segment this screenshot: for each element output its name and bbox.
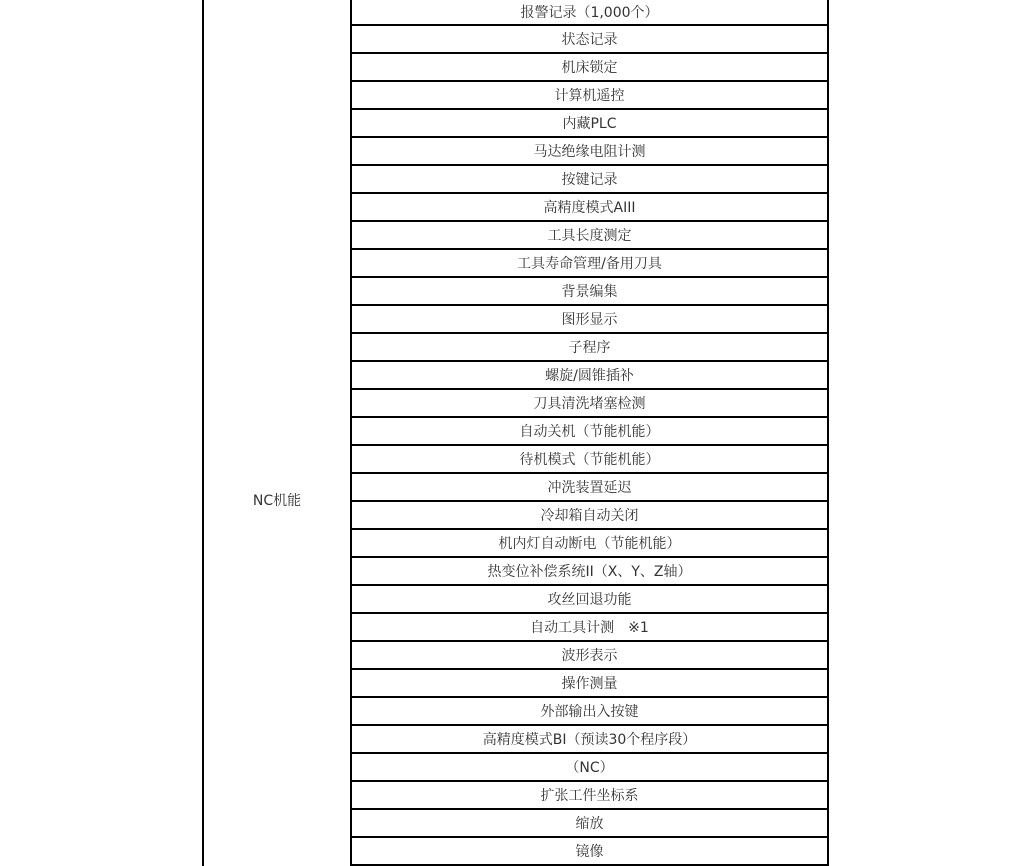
table-row: 操作测量 bbox=[352, 670, 827, 698]
table-row: 自动工具计测 ※1 bbox=[352, 614, 827, 642]
table-row: 螺旋/圆锥插补 bbox=[352, 362, 827, 390]
table-row: 状态记录 bbox=[352, 26, 827, 54]
table-row: 外部输出入按键 bbox=[352, 698, 827, 726]
category-cell: NC机能 bbox=[252, 493, 302, 509]
table-row: （NC） bbox=[352, 754, 827, 782]
table-row: 刀具清洗堵塞检测 bbox=[352, 390, 827, 418]
table-row: 待机模式（节能机能） bbox=[352, 446, 827, 474]
table-row: 马达绝缘电阻计测 bbox=[352, 138, 827, 166]
table-row: 冷却箱自动关闭 bbox=[352, 502, 827, 530]
table-row: 高精度模式AIII bbox=[352, 194, 827, 222]
table-row: 子程序 bbox=[352, 334, 827, 362]
feature-list bbox=[350, 0, 829, 866]
table-row: 背景编集 bbox=[352, 278, 827, 306]
table-row: 缩放 bbox=[352, 810, 827, 838]
table-row: 工具长度测定 bbox=[352, 222, 827, 250]
table-row: 波形表示 bbox=[352, 642, 827, 670]
table-row: 机床锁定 bbox=[352, 54, 827, 82]
table-row: 冲洗装置延迟 bbox=[352, 474, 827, 502]
table-left-border bbox=[202, 0, 204, 866]
table-row: 高精度模式BⅠ（预读30个程序段） bbox=[352, 726, 827, 754]
table-row: 报警记录（1,000个） bbox=[352, 0, 827, 26]
table-row: 图形显示 bbox=[352, 306, 827, 334]
table-row: 内藏PLC bbox=[352, 110, 827, 138]
table-row: 按键记录 bbox=[352, 166, 827, 194]
table-row: 热变位补偿系统II（X、Y、Z轴） bbox=[352, 558, 827, 586]
table-row: 自动关机（节能机能） bbox=[352, 418, 827, 446]
table-row: 工具寿命管理/备用刀具 bbox=[352, 250, 827, 278]
table-row: 扩张工件坐标系 bbox=[352, 782, 827, 810]
table-row: 机内灯自动断电（节能机能） bbox=[352, 530, 827, 558]
table-row: 攻丝回退功能 bbox=[352, 586, 827, 614]
table-row: 镜像 bbox=[352, 838, 827, 866]
table-row: 计算机遥控 bbox=[352, 82, 827, 110]
